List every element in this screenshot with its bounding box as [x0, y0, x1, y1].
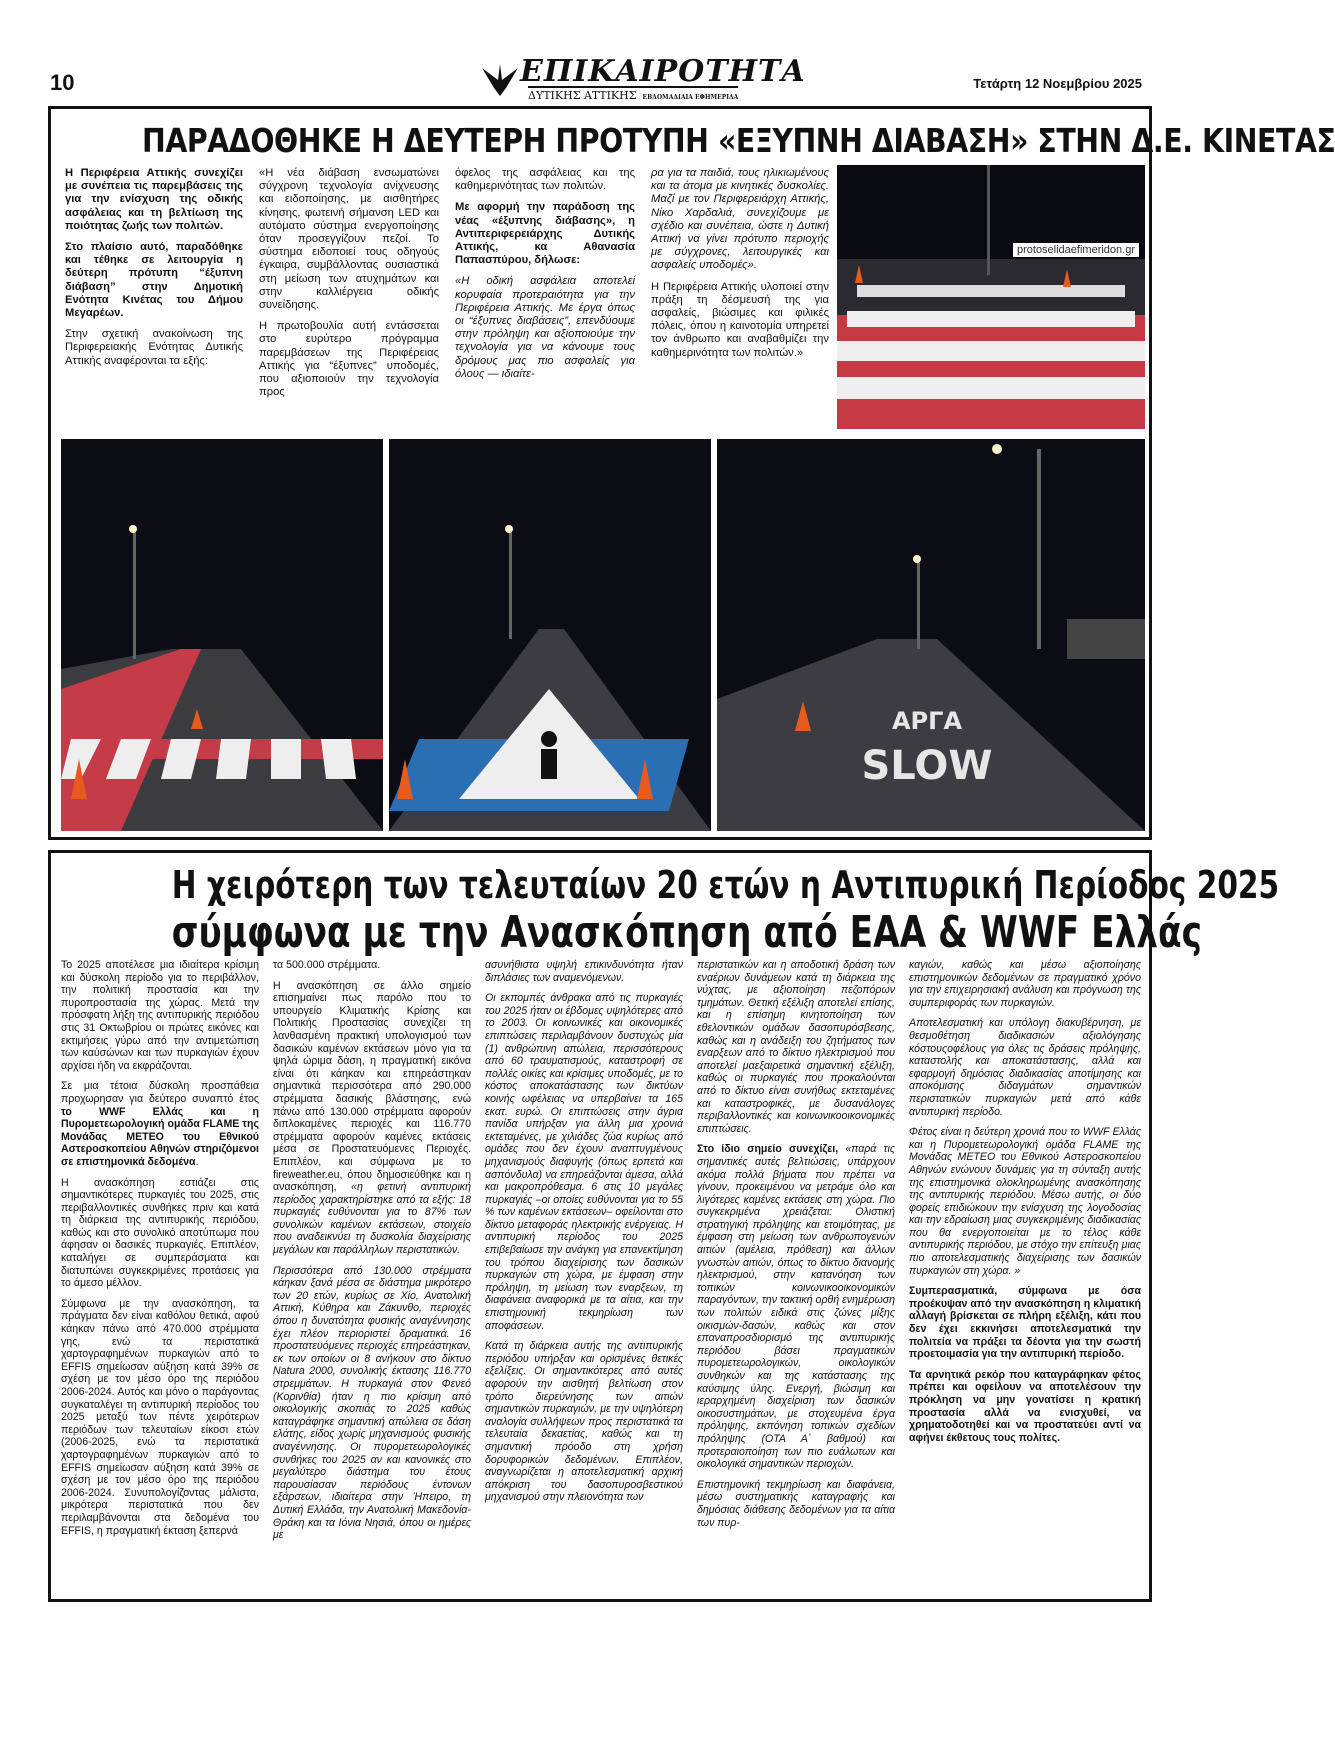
article2-text: τα 500.000 στρέμματα. [273, 959, 381, 971]
article1-lead: Η Περιφέρεια Αττικής συνεχίζει με συνέπεια τις παρεμβάσεις της για την ενίσχυση της οδικής ασφάλειας και τη βελτίωση της ποιότητας ζωής των πολιτών. [65, 167, 243, 232]
masthead-subtitle: ΔΥΤΙΚΗΣ ΑΤΤΙΚΗΣ ΕΒΔΟΜΑΔΙΑΙΑ ΕΦΗΜΕΡΙΔΑ [528, 86, 738, 102]
article2-text: Η ανασκόπηση σε άλλο σημείο επισημαίνει πως παρόλο που το υπουργείο Κλιματικής Κρίσης και Πολιτικής Προστασίας συνεχίζει τη λανθασμένη πρακτική υπολογισμού των δασικών καμένων εκτάσεων μόνο για τα ψηλά ώριμα δάση, η πραγματική εικόνα είναι ότι κάηκαν και επηρεάστηκαν σημαντικά περισσότερα από 290.000 στρέμματα δασικής βλάστησης, ενώ πάνω από 130.000 στρέμματα αφορούν διπλοκαμένες περιοχές και 116.770 στρέμματα αφορούν καμένες εκτάσεις μέσα σε Προστατευόμενες Περιοχές. Επιπλέον, και σύμφωνα με το fireweather.eu, όπου δημοσιεύθηκε και η ανασκόπηση, «η φετινή αντιπυρική περίοδος χαρακτηρίστηκε από τα εξής: 18 πυρκαγιές ευθύνονται για το 87% των συνολικών καμένων εκτάσεων, στοιχείο που αναδεικνύει τη δυσκολία διαχείρισης μεγάλων και παράλληλων περιστατικών. [273, 979, 471, 1257]
road-marking-greek: ΑΡΓΑ [891, 707, 963, 735]
article-smart-crossing [48, 106, 1335, 840]
article2-text: Σύμφωνα με την ανασκόπηση, τα πράγματα δεν είναι καθόλου θετικά, αφού κάηκαν πάνω από 470.000 στρέμματα γης, ενώ τα περιστατικά χαρτογραφημένων πυρκαγιών από το EFFIS σημείωσαν αύξηση κατά 39% σε σχέση με τον μέσο όρο της περιόδου 2006-2024. Αυτός και μόνο ο παράγοντας συγκαταλέγει τη αντιπυρική περίοδος του 2025 μεταξύ των πέντε χειρότερων περιόδων των τελευταίων είκοσι ετών (2006-2025, ενώ τα περιστατικά χαρτογραφημένων πυρκαγιών από το EFFIS σημείωσαν αύξηση κατά 39% σε σχέση με τον μέσο όρο της περιόδου 2006-2024. Συνυπολογίζοντας μάλιστα, μικρότερα περιστατικά που δεν περιλαμβάνονται στα δεδομένα του EFFIS, η πραγματική έκταση ξεπερνά [61, 1297, 259, 1537]
article2-quote: περιστατικών και η αποδοτική δράση των εναέριων δυνάμεων κατά τη διάρκεια της νύχτας, με αξιοποίηση πεζοπόρων τμημάτων. Θετική εξέλιξη αποτελεί επίσης, και η επίσημη κινητοποίηση των εθελοντικών ομάδων δασοπυρόσβεσης, καθώς και η ανάδειξη του ζητήματος των εναρξεων από το δίκτυο ηλεκτρισμού που αποτελεί μαεξαιρετικά σημαντική εξέλιξη, καθώς οι πυρκαγιές που προκαλούνται από το δίκτυο είναι συνήθως εκτεταμένες και καταστροφικές, με δυσανάλογες περιβαλλοντικές και κοινωνικοοικονομικές επιπτώσεις. [697, 959, 895, 1135]
article2-headline-line2: σύμφωνα με την Ανασκόπηση από ΕΑΑ & WWF Ελλάς [171, 907, 1202, 958]
crossing-photo-right [717, 439, 1145, 831]
watermark: protoselidaefimeridon.gr [1013, 243, 1139, 257]
article1-quote: ρα για τα παιδιά, τους ηλικιωμένους και τα άτομα με κινητικές δυσκολίες. Μαζί με τον Περιφερειάρχη Αττικής, Νίκο Χαρδαλιά, συνεχίζουμε με σχέδιο και συνέπεια, ώστε η Δυτική Αττική να γίνει πρότυπο περιοχής με σύγχρονες, λειτουργικές και ασφαλείς υποδομές». [651, 167, 829, 272]
article2-text: Η ανασκόπηση εστιάζει στις σημαντικότερες πυρκαγιές του 2025, στις περιβαλλοντικές συνθήκες πριν και κατά τη διάρκεια της αντιπυρικής περιόδου, καθώς και στο συνολικό αποτύπωμα που άφησαν οι δασικές πυρκαγιές. Επιπλέον, καταλήγει σε συμπεράσματα και διατυπώνει συγκεκριμένες προτάσεις για το άμεσο μέλλον. [61, 1176, 259, 1290]
article2-quote: Οι εκπομπές άνθρακα από τις πυρκαγιές του 2025 ήταν οι έβδομες υψηλότερες από το 2003. Οι κοινωνικές και οικονομικές επιπτώσεις περιλαμβάνουν δυστυχώς μία (1) ανθρώπινη απώλεια, περισσότερους από 60 τραυματισμούς, καταστροφή σε πολλές οικίες και κρίσιμες υποδομές, με το κόστος αποκατάστασης των δικτύων κοινής ωφέλειας να υπερβαίνει τα 165 εκατ. ευρώ. Οι επιπτώσεις στην άγρια πανίδα υπήρξαν για άλλη μια χρονιά εκτεταμένες, με χιλιάδες ζώα κυρίως από ομάδες που δεν έχουν αναπτυγμένους μηχανισμούς διαφυγής (όπως ερπετά και ασπόνδυλα) να επηρεάζονται άμεσα, αλλά και μακροπρόθεσμα. 6 στις 10 μεγάλες πυρκαγιές –οι οποίες ευθύνονται για το 55 % των καμένων εκτάσεων– οφείλονται στο δίκτυο μεταφοράς ηλεκτρικής ενέργειας. Η αντιπυρική περίοδος του 2025 επιβεβαίωσε την ανάγκη για επανεκτίμηση του τρόπου διαχείρισης των δασικών πυρκαγιών στη χώρα, με έμφαση στην πρόληψη, τη μείωση των εναρξεων, τη διαφάνεια αναφορικά με τα αίτια, και την επιστημονική τεκμηρίωση των αποφάσεων. [485, 992, 683, 1332]
article2-headline-line1: Η χειρότερη των τελευταίων 20 ετών η Αντιπυρική Περίοδος 2025 [171, 863, 1280, 907]
crossing-photo-graphic [389, 439, 711, 831]
article2-conclusion: Τα αρνητικά ρεκόρ που καταγράφηκαν φέτος πρέπει και οφείλουν να αποτελέσουν την πρόκληση να μην γονατίσει η κρατική προστασία αλλά να ενισχυθεί, να χρηματοδοτηθεί και να προστατεύει αντί να αφήνει έκθετους τους πολίτες. [909, 1368, 1141, 1444]
crossing-photo-left [61, 439, 383, 831]
masthead-title: ΕΠΙΚΑΙΡΟΤΗΤΑ [520, 54, 806, 89]
article2-col4 [697, 959, 895, 1599]
article2-text: Στο ίδιο σημείο συνεχίζει, «παρά τις σημαντικές αυτές βελτιώσεις, υπάρχουν ακόμα πολλά βήματα που πρέπει να γίνουν, προκειμένου να μετράμε όλο και λιγότερες καμένες εκτάσεις στη χώρα. Πιο συγκεκριμένα χρειάζεται: Ολιστική στρατηγική πρόληψης και ετοιμότητας, με έμφαση στη μείωση των ανθρωπογενών αιτιών (αμέλεια, πρόθεση) και άλλων γνωστών αιτιών, όπως το δίκτυο διανομής ηλεκτρισμού, στην κατανόηση των τοπικών κοινωνικοοικονομικών παραγόντων, την τακτική ορθή ενημέρωση των πολιτών ειδικά στις ζώνες μίξης οικισμών-δασών, καθώς και στον επαναπροσδιορισμό της αντιπυρικής περιόδου βάσει πραγματικών πυρομετεωρολογικών, οικολογικών συνθηκών και της κατάστασης της καύσιμης ύλης. Ενεργή, βιώσιμη και ιεραρχημένη διαχείριση των δασικών οικοσυστημάτων, με στοχευμένα έργα πρόληψης, εκπόνηση τοπικών σχεδίων πρόληψης (ΟΤΑ Α΄ βαθμού) και προτεραιοποίηση των πιο ευάλωτων και οικολογικά σημαντικών περιοχών. [697, 1143, 895, 1471]
article1-quote-intro: Με αφορμή την παράδοση της νέας «έξυπνης διάβασης», η Αντιπεριφερειάρχης Δυτικής Αττικής, κα Αθανασία Παπασπύρου, δήλωσε: [455, 201, 635, 267]
article2-quote: Φέτος είναι η δεύτερη χρονιά που το WWF Ελλάς και η Πυρομετεωρολογική ομάδα FLAME της Μονάδας ΜΕΤΕΟ του Εθνικού Αστεροσκοπείου Αθηνών ενώνουν δυνάμεις για τη σύνταξη αυτής της επιστημονικά ολοκληρωμένης ανασκόπησης της αντιπυρικής περιόδου. Μέσω αυτής, οι δύο φορείς επιδιώκουν την ενίσχυση της λογοδοσίας και την εδραίωση μιας συγκεκριμένης διαδικασίας που θα ενεργοποιείται με το τέλος κάθε αντιπυρικής περιόδου, με στόχο την επίτευξη μιας πιο αποτελεσματικής διαχείρισης των δασικών πυρκαγιών στη χώρα. » [909, 1126, 1141, 1277]
crossing-photo-graphic [61, 439, 383, 831]
article2-quote: ασυνήθιστα υψηλή επικινδυνότητα ήταν διπλάσιες των αναμενόμενων. [485, 959, 683, 984]
article1-text: Η Περιφέρεια Αττικής υλοποιεί στην πράξη τη δέσμευσή της για ασφαλείς, βιώσιμες και φιλικές πόλεις, όπου η καινοτομία υπηρετεί τον άνθρωπο και αναβαθμίζει την καθημερινότητα των πολιτών.» [651, 280, 829, 359]
article1-text: όφελος της ασφάλειας και της καθημερινότητας των πολιτών. [455, 167, 635, 193]
article2-quote: Κατά τη διάρκεια αυτής της αντιπυρικής περιόδου υπήρξαν και ορισμένες θετικές εξελίξεις. Οι σημαντικότερες από αυτές αφορούν την αισθητή βελτίωση στον τρόπο διερεύνησης των αιτιών σημαντικών πυρκαγιών, με την υψηλότερη αναλογία συλλήψεων προς περιστατικά τα τελευταία δεκαετίας, καθώς και τη σημαντική πρόοδο στη χρήση δορυφορικών δεδομένων. Επιπλέον, αναγνωρίζεται η αποτελεσματική αρχική απόκριση του δασοπυροσβεστικού μηχανισμού στην πλειονότητα των [485, 1340, 683, 1504]
article1-text: «Η νέα διάβαση ενσωματώνει σύγχρονη τεχνολογία ανίχνευσης και ειδοποίησης, με αισθητήρες κίνησης, φωτεινή σήμανση LED και αυτόματο σύστημα ενεργοποίησης όταν προσεγγίζουν πεζοί. Το σύστημα ειδοποιεί τους οδηγούς έγκαιρα, συμβάλλοντας ουσιαστικά στη μείωση των ατυχημάτων και στην καλλιέργεια οδικής συνείδησης. [259, 167, 439, 312]
article2-text: Σε μια τέτοια δύσκολη προσπάθεια προχωρησαν για δεύτερο συναπτό έτος το WWF Ελλάς και η Πυρομετεωρολογική ομάδα FLAME της Μονάδας ΜΕΤΕΟ του Εθνικού Αστεροσκοπείου Αθηνών στηριζόμενοι σε επιστημονικά δεδομένα. [61, 1080, 259, 1168]
article1-text: Στην σχετική ανακοίνωση της Περιφερειακής Ενότητας Δυτικής Αττικής αναφέρονται τα εξής: [65, 328, 243, 367]
crossing-photo-center [389, 439, 711, 831]
article1-col4 [651, 167, 829, 437]
crossing-photo-graphic [717, 439, 1145, 831]
crossing-photo-top [837, 165, 1145, 429]
article2-quote: Αποτελεσματική και υπόλογη διακυβέρνηση, με θεσμοθέτηση διαδικασιών αξιολόγησης κόστουςοφέλους για όλες τις δράσεις πρόληψης, καταστολής και αποκατάστασης, αλλά και εφαρμογή δημόσιας διαδικασίας αποτίμησης και αποκόμισης διδαγμάτων σημαντικών περιστατικών πυρκαγιών μετά από κάθε αντιπυρική περίοδο. [909, 1017, 1141, 1118]
masthead-logo [428, 54, 806, 104]
eagle-icon [480, 58, 520, 98]
article2-text: Το 2025 αποτέλεσε μια ιδιαίτερα κρίσιμη και δύσκολη περίοδο για το περιβάλλον, την πολιτική προστασία και την πυροπροστασία της χώρας. Μετά την πρόσφατη λήξη της αντιπυρικής περιόδου στις 31 Οκτωβρίου οι πρώτες εικόνες και εκτιμήσεις γύρω από την αντιμετώπιση των καύσώνων και των πυρκαγιών έχουν αρχίσει ήδη να εκφράζονται. [61, 959, 259, 1072]
page-number: 10 [50, 70, 75, 95]
article2-col3 [485, 959, 683, 1599]
article2-col5 [909, 959, 1141, 1599]
article1-lead2: Στο πλαίσιο αυτό, παραδόθηκε και τέθηκε σε λειτουργία η δεύτερη πρότυπη “έξυπνη διάβαση” στην Δημοτική Ενότητα Κινέτας του Δήμου Μεγαρέων. [65, 241, 243, 320]
article1-col1 [65, 167, 243, 437]
article2-quote: καγιών, καθώς και μέσω αξιοποίησης επιστημονικών δεδομένων σε πραγματικό χρόνο για την επιχειρησιακή ανάλυση και πρόγνωση της συμπεριφοράς των πυρκαγιών. [909, 959, 1141, 1009]
page-header [48, 52, 1152, 108]
article2-col1 [61, 959, 259, 1599]
article2-quote: Περισσότερα από 130.000 στρέμματα κάηκαν ξανά μέσα σε διάστημα μικρότερο των 20 ετών, κυρίως σε Χίο, Ανατολική Αττική, Κύθηρα και Ζάκυνθο, περιοχές όπου η δυνατότητα φυσικής αναγέννησης έχει πλέον περιοριστεί δραματικά. 16 προστατευόμενες περιοχές επηρεάστηκαν, εκ των οποίων οι 8 ανήκουν στο δίκτυο Natura 2000, συνολικής έκτασης 116.770 στρεμμάτων. Η πυρκαγιά στον Φενεό (Κορινθία) ήταν η πιο κρίσιμη από οικολογικής σκοπιάς το 2025 καθώς καταγράφηκε σημαντική απώλεια σε δάση ελάτης, είδος χωρίς μηχανισμούς φυσικής αναγέννησης. Οι πυρομετεωρολογικές συνθήκες του 2025 αν και κανονικές στο μεγαλύτερο διάστημα του έτους παρουσίασαν περιόδους έντονων εξάρσεων, ιδιαίτερα στην Ήπειρο, τη Δυτική Ελλάδα, την Ανατολική Μακεδονία-Θράκη και τα Ιόνια Νησιά, όπου οι ημέρες με [273, 1264, 471, 1542]
article2-col2 [273, 959, 471, 1599]
road-marking-english: SLOW [861, 743, 993, 789]
article1-col2 [259, 167, 439, 437]
article1-headline: ΠΑΡΑΔΟΘΗΚΕ Η ΔΕΥΤΕΡΗ ΠΡΟΤΥΠΗ «ΕΞΥΠΝΗ ΔΙΑΒΑΣΗ» ΣΤΗΝ Δ.Ε. ΚΙΝΕΤΑΣ [142, 121, 1335, 160]
article1-col3 [455, 167, 635, 437]
article2-quote: Επιστημονική τεκμηρίωση και διαφάνεια, μέσω συστηματικής καταγραφής και δημόσιας διάθεσης δεδομένων για τα αίτια των πυρ- [697, 1478, 895, 1529]
masthead-tag: ΕΒΔΟΜΑΔΙΑΙΑ ΕΦΗΜΕΡΙΔΑ [642, 94, 739, 101]
article-fire-season [48, 850, 1280, 1602]
article2-conclusion: Συμπερασματικά, σύμφωνα με όσα προέκυψαν από την ανασκόπηση η κλιματική αλλαγή βρίσκεται σε πλήρη εξέλιξη, κάτι που δεν έχει εκκινήσει αποτελεσματικά την πολιτεία να πράξει τα δέοντα για την σωστή προετοιμασία για την αντιπυρική περίοδο. [909, 1285, 1141, 1361]
article1-quote: «Η οδική ασφάλεια αποτελεί κορυφαία προτεραιότητα για την Περιφέρεια Αττικής. Με έργα όπως οι “έξυπνες διαβάσεις”, επενδύουμε στην πρόληψη και αξιοποιούμε την τεχνολογία για να κάνουμε τους δρόμους μας πιο ασφαλείς για όλους — ιδιαίτε- [455, 275, 635, 380]
article1-text: Η πρωτοβουλία αυτή εντάσσεται στο ευρύτερο πρόγραμμα παρεμβάσεων της Περιφέρειας Αττικής για “έξυπνες” υποδομές, που αξιοποιούν την τεχνολογία προς [259, 320, 439, 399]
crossing-photo-graphic [837, 165, 1145, 429]
issue-date: Τετάρτη 12 Νοεμβρίου 2025 [973, 76, 1142, 91]
